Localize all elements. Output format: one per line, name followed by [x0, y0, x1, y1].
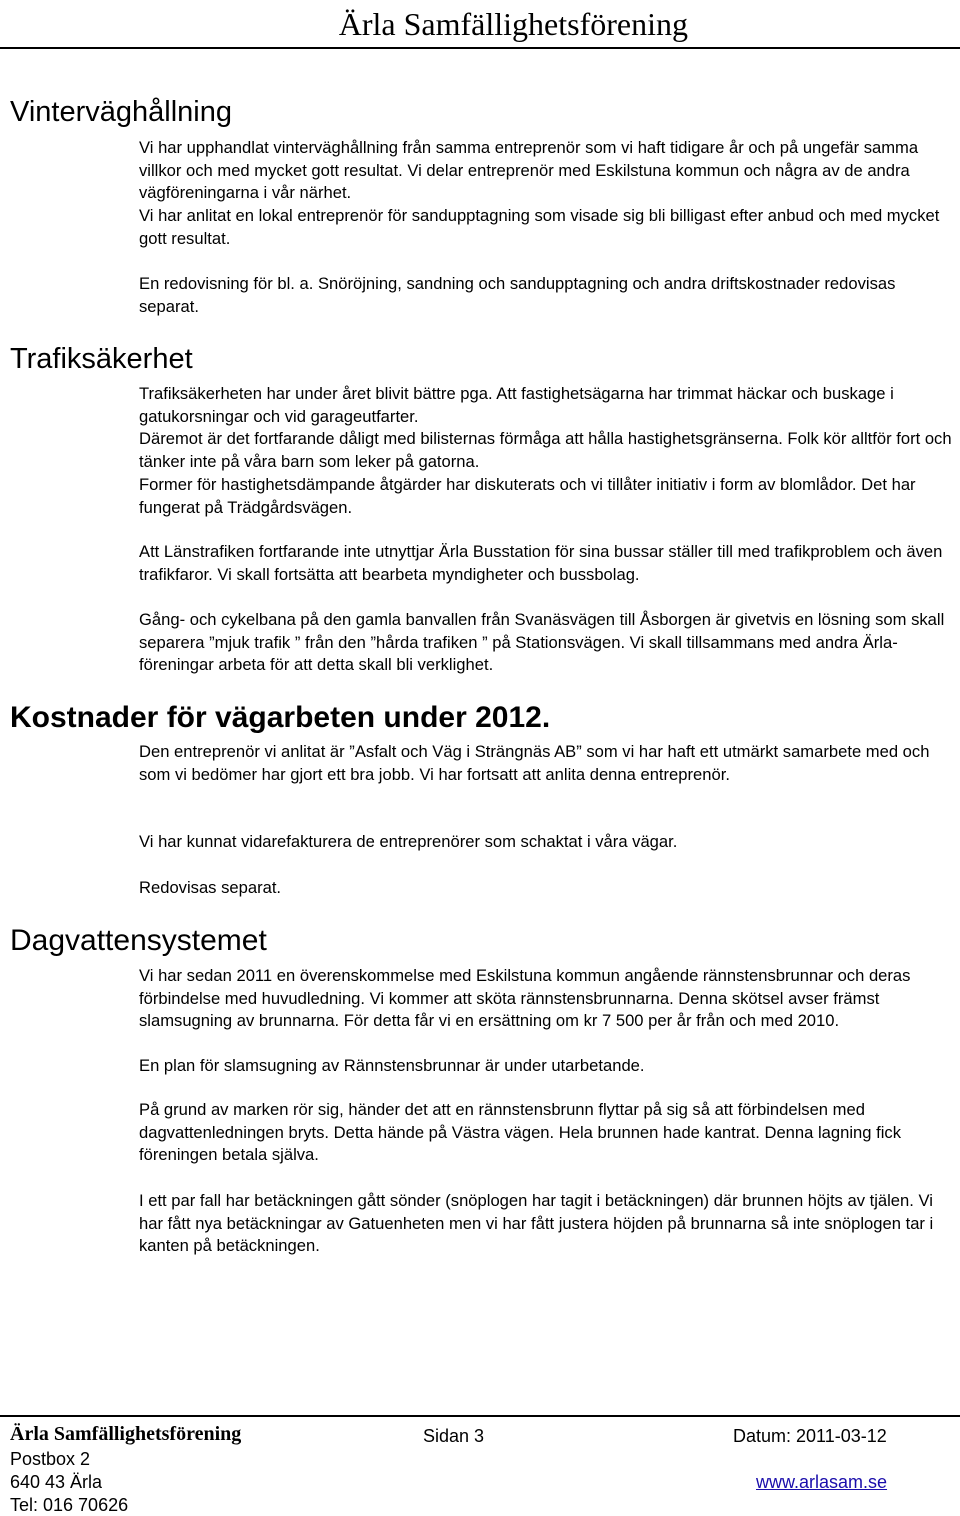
- kostnader-p2: Vi har kunnat vidarefakturera de entreprenörer som schaktat i våra vägar.: [139, 832, 678, 851]
- heading-vinter: Vinterväghållning: [10, 96, 232, 128]
- trafik-p2: Däremot är det fortfarande dåligt med bilisternas förmåga att hålla hastighetsgränserna. Folk kör alltför fort och tänker inte på våra barn som leker på gatorna.: [139, 429, 952, 471]
- vinter-p3: En redovisning för bl. a. Snöröjning, sandning och sandupptagning och andra driftskostnader redovisas separat.: [139, 274, 896, 316]
- page-header-title: Ärla Samfällighetsförening: [338, 6, 688, 42]
- footer-postbox: Postbox 2: [10, 1449, 91, 1469]
- footer-org: Ärla Samfällighetsförening: [10, 1423, 242, 1445]
- trafik-p1: Trafiksäkerheten har under året blivit bättre pga. Att fastighetsägarna har trimmat häckar och buskage i gatukorsningar och vid garageutfarter.: [139, 384, 894, 426]
- vinter-p1: Vi har upphandlat vinterväghållning från samma entreprenör som vi haft tidigare år och på ungefär samma villkor och med mycket gott resultat. Vi delar entreprenör med Eskilstuna kommun och några av de andra vägföreningarna i vår närhet.: [139, 138, 919, 203]
- trafik-p3: Former för hastighetsdämpande åtgärder har diskuterats och vi tillåter initiativ i form av blomlådor. Det har fungerat på Trädgårdsvägen.: [139, 475, 916, 517]
- trafik-p4: Att Länstrafiken fortfarande inte utnyttjar Ärla Busstation för sina bussar ställer till med trafikproblem och även trafikfaror. Vi skall fortsätta att bearbeta myndigheter och bussbolag.: [139, 542, 943, 584]
- footer-date: Datum: 2011-03-12: [733, 1426, 887, 1446]
- footer-website-link[interactable]: www.arlasam.se: [756, 1472, 888, 1492]
- kostnader-p1: Den entreprenör vi anlitat är ”Asfalt och Väg i Strängnäs AB” som vi har haft ett utmärkt samarbete med och som vi bedömer har gjort ett bra jobb. Vi har fortsatt att anlita denna entreprenör.: [139, 742, 930, 784]
- kostnader-p3: Redovisas separat.: [139, 878, 282, 897]
- trafik-p5: Gång- och cykelbana på den gamla banvallen från Svanäsvägen till Åsborgen är givetvis en lösning som skall separera ”mjuk trafik ” från den ”hårda trafiken ” på Stationsvägen. Vi skall tillsammans med andra Ärla-föreningar arbeta för att detta skall bli verklighet.: [139, 610, 945, 675]
- heading-kostnader: Kostnader för vägarbeten under 2012.: [10, 701, 551, 734]
- footer-divider: [0, 1415, 960, 1417]
- dagvatten-p2: En plan för slamsugning av Rännstensbrunnar är under utarbetande.: [139, 1056, 645, 1075]
- heading-dagvatten: Dagvattensystemet: [10, 924, 267, 957]
- footer-page-number: Sidan 3: [423, 1426, 485, 1446]
- footer-city: 640 43 Ärla: [10, 1472, 103, 1492]
- header-divider: [0, 47, 960, 49]
- vinter-p2: Vi har anlitat en lokal entreprenör för sandupptagning som visade sig bli billigast efter anbud och med mycket gott resultat.: [139, 206, 940, 248]
- heading-trafik: Trafiksäkerhet: [10, 343, 193, 375]
- dagvatten-p3: På grund av marken rör sig, händer det att en rännstensbrunn flyttar på sig så att förbindelsen med dagvattenledningen bryts. Detta hände på Västra vägen. Hela brunnen hade kantrat. Denna lagning fick föreningen betala själva.: [139, 1100, 901, 1165]
- footer-phone: Tel: 016 70626: [10, 1495, 129, 1515]
- dagvatten-p4: I ett par fall har betäckningen gått sönder (snöplogen har tagit i betäckningen) där brunnen höjts av tjälen. Vi har fått nya betäckningar av Gatuenheten men vi har fått justera höjden på brunnarna så inte snöplogen tar i kanten på betäckningen.: [139, 1191, 934, 1256]
- dagvatten-p1: Vi har sedan 2011 en överenskommelse med Eskilstuna kommun angående rännstensbrunnar och deras förbindelse med huvudledning. Vi kommer att sköta rännstensbrunnarna. Denna skötsel avser främst slamsugning av brunnarna. För detta får vi en ersättning om kr 7 500 per år från och med 2010.: [139, 966, 911, 1031]
